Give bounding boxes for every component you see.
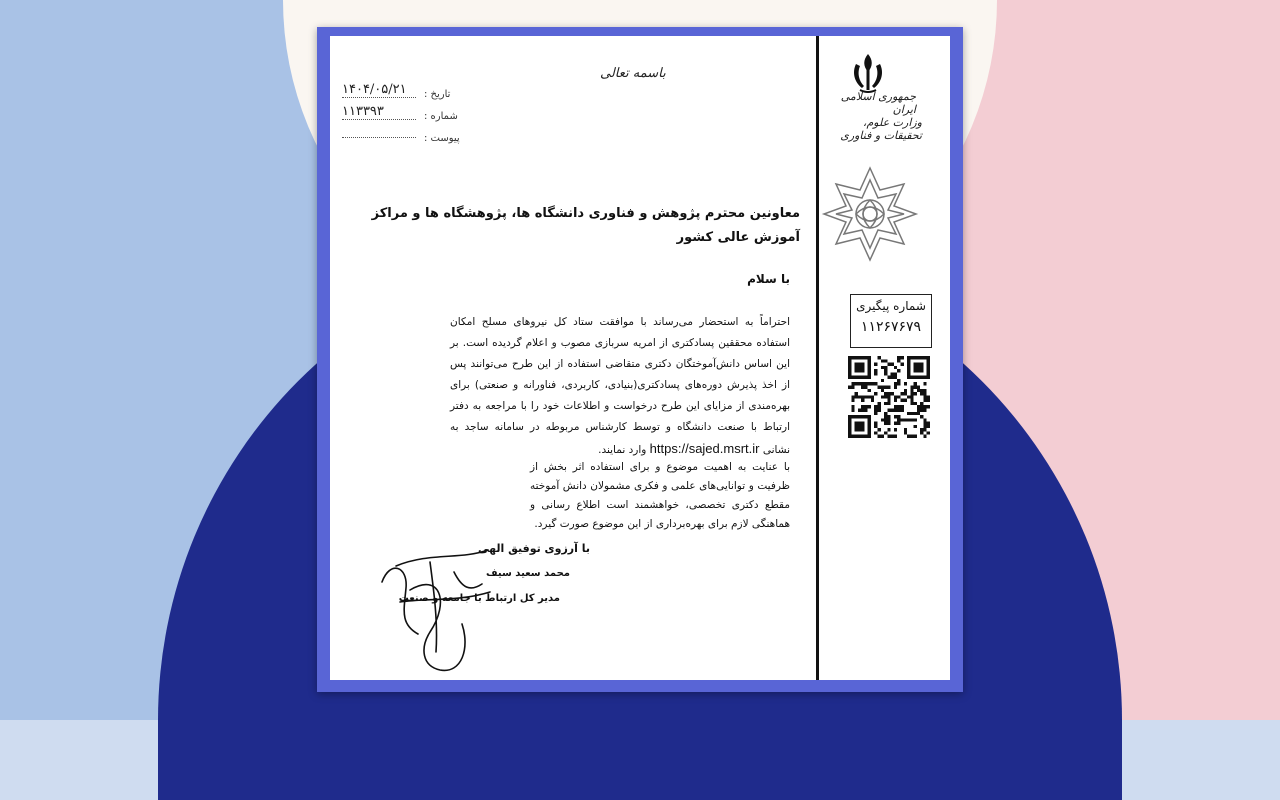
body-paragraph-1 [450,312,790,461]
letter-page [330,36,950,680]
decorative-ornament-icon [820,164,920,264]
closing-line: با آرزوی توفیق الهی [477,542,590,555]
qr-code-icon [848,356,930,438]
handwritten-signature [370,532,520,680]
addressee-heading: معاونین محترم پژوهش و فناوری دانشگاه ها، پژوهشگاه ها و مراکز آموزش عالی کشور [371,206,800,245]
paragraph-1-ending: وارد نمایند. [598,444,647,456]
attachment-label: پیوست : [424,133,460,144]
margin-divider-line [816,36,819,680]
greeting: با سلام [747,272,790,286]
signer-name: محمد سعید سیف [485,568,570,579]
tracking-number-box [850,294,932,348]
tracking-label: شماره پیگیری [856,299,926,313]
paragraph-1-text: احتراماً به استحضار می‌رساند با موافقت ستاد کل نیروهای مسلح امکان استفاده محققین پسادکتری از امریه سربازی مصوب و اعلام گردیده است. بر این اساس دانش‌آموختگان دکتری متقاضی استفاده از این طرح می‌توانند پس از اخذ پذیرش دوره‌های پسادکتری(بنیادی، کاربردی، فناورانه و صنعتی) برای بهره‌مندی از مزایای این طرح درخواست و اطلاعات خود را با مراجعه به دفتر ارتباط با صنعت دانشگاه و توسط کارشناس مربوطه در سامانه ساجد به نشانی [450,316,790,456]
basme-taala-heading: باسمه تعالی [600,66,666,81]
signer-title: مدیر کل ارتباط با جامعه و صنعت [398,593,560,604]
attachment-blank [342,136,416,138]
tracking-number: ۱۱۲۶۷۶۷۹ [860,319,922,335]
iran-emblem-icon [846,50,890,94]
org-line-2: وزارت علوم، تحقیقات و فناوری [840,116,922,142]
sajed-url-link[interactable]: https://sajed.msrt.ir [649,441,760,456]
date-value: ۱۴۰۴/۰۵/۲۱ [342,82,416,98]
date-label: تاریخ : [424,89,451,100]
org-line-1: جمهوری اسلامی ایران [840,90,916,116]
number-label: شماره : [424,111,458,122]
body-paragraph-2: با عنایت به اهمیت موضوع و برای استفاده اثر بخش از ظرفیت و توانایی‌های علمی و فکری مشمولان دانش آموخته مقطع دکتری تخصصی، خواهشمند است اطلاع رسانی و هماهنگی لازم برای بهره‌برداری از این موضوع صورت گیرد. [530,461,790,530]
number-value: ۱۱۳۳۹۳ [342,104,416,120]
